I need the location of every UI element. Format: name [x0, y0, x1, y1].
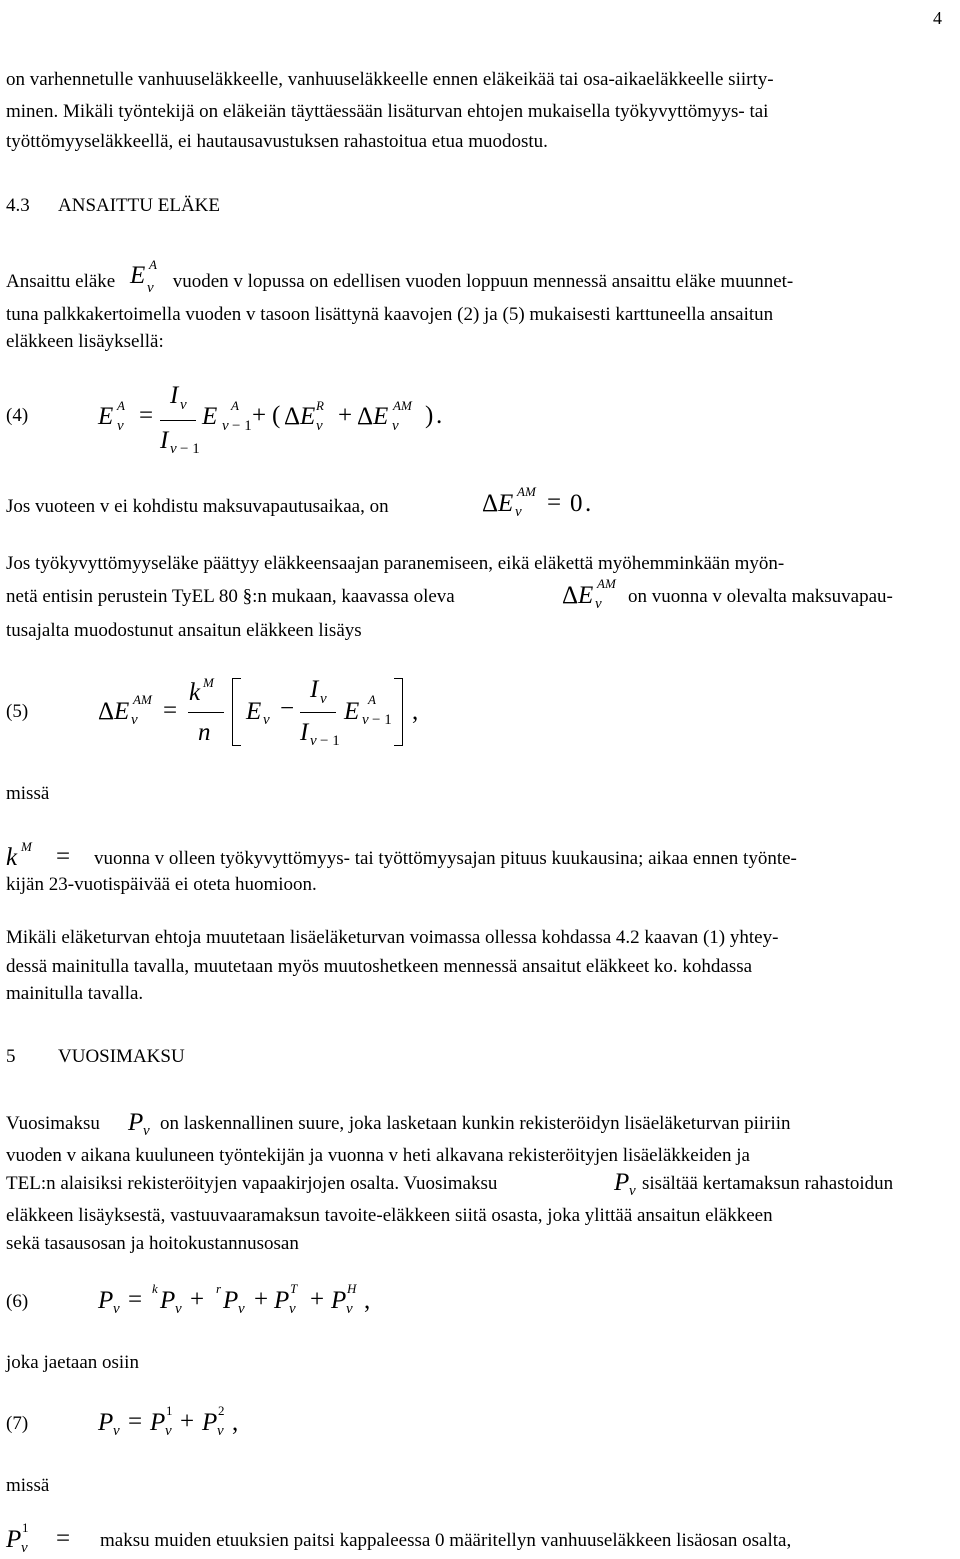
text-fragment: vuoden v lopussa on edellisen vuoden loppuun mennessä ansaittu eläke muunnet-	[172, 271, 794, 292]
equation-number-5: (5)	[6, 701, 29, 722]
text-fragment: Ansaittu eläke	[6, 271, 116, 292]
missa-label-2: missä	[6, 1475, 50, 1496]
section-number: 5	[6, 1046, 16, 1067]
para-vuosimaksu-line-5: sekä tasausosan ja hoitokustannusosan	[6, 1233, 299, 1254]
intro-line-2: minen. Mikäli työntekijä on eläkeiän täyttäessään lisäturvan ehtojen mukaisella työkyvyttömyys- tai	[6, 101, 769, 122]
section-title: VUOSIMAKSU	[58, 1046, 185, 1067]
text-fragment: Jos vuoteen v ei kohdistu maksuvapautusaikaa, on	[6, 496, 389, 517]
joka-jaetaan-label: joka jaetaan osiin	[6, 1352, 139, 1373]
intro-line-3: työttömyyseläkkeellä, ei hautausavustuksen rahastoitua etua muodostu.	[6, 131, 548, 152]
section-heading-5	[6, 1046, 185, 1068]
text-fragment: netä entisin perustein TyEL 80 §:n mukaan, kaavassa oleva	[6, 586, 455, 607]
para-vuosimaksu-line-4: eläkkeen lisäyksestä, vastuuvaaramaksun tavoite-eläkkeen siitä osasta, joka ylittää ansaitun eläkkeen	[6, 1205, 773, 1226]
para-tyokyvyttomyys-line-2	[6, 585, 455, 609]
section-title: ANSAITTU ELÄKE	[58, 195, 221, 216]
inline-formula-E-v-A: E A v	[129, 257, 157, 296]
page-number: 4	[933, 8, 942, 28]
para-muutos-line-1: Mikäli eläketurvan ehtoja muutetaan lisäeläketurvan voimassa ollessa kohdassa 4.2 kaavan (1) yhtey-	[6, 927, 779, 948]
para-ansaittu-line-1	[6, 257, 794, 296]
para-vuosimaksu-line-3b: sisältää kertamaksun rahastoidun	[642, 1173, 894, 1194]
para-vuosimaksu-line-1b: on laskennallinen suure, joka lasketaan kunkin rekisteröidyn lisäeläketurvan piiriin	[160, 1113, 791, 1134]
para-vuosimaksu-line-2: vuoden v aikana kuuluneen työntekijän ja vuonna v heti alkavana rekisteröityjen lisäeläkkeiden ja	[6, 1145, 750, 1166]
equation-number-4: (4)	[6, 405, 29, 426]
section-number: 4.3	[6, 195, 30, 216]
missa-label-1: missä	[6, 783, 50, 804]
para-ansaittu-line-2: tuna palkkakertoimella vuoden v tasoon lisättynä kaavojen (2) ja (5) mukaisesti karttuneella ansaitun	[6, 304, 774, 325]
intro-line-1: on varhennetulle vanhuuseläkkeelle, vanhuuseläkkeelle ennen eläkeikää tai osa-aikaeläkkeelle siirty-	[6, 69, 774, 90]
definition-P1-text: maksu muiden etuuksien paitsi kappaleessa 0 määritellyn vanhuuseläkkeen lisäosan osalta,	[100, 1530, 792, 1551]
equation-number-6: (6)	[6, 1291, 29, 1312]
para-vuosimaksu-line-3a: TEL:n alaisiksi rekisteröityjen vapaakirjojen osalta. Vuosimaksu	[6, 1173, 498, 1194]
definition-k-line-2: kijän 23-vuotispäivää ei oteta huomioon.	[6, 874, 317, 895]
document-page: 4 on varhennetulle vanhuuseläkkeelle, vanhuuseläkkeelle ennen eläkeikää tai osa-aikaeläkkeelle siirty- minen. Mikäli työntekijä on eläkeiän täyttäessään lisäturvan ehtojen mukaisella työkyvyttömyys- tai työttömyyseläkkeellä, ei hautausavustuksen rahastoitua etua muodostu. 4.3 ANSAITTU ELÄKE Ansaittu eläke E A v vuoden v lopussa on edellisen vuoden loppuun mennessä ansaittu eläke muunnet- tuna palkkakertoimella vuoden v tasoon lisättynä kaavojen (2) ja (5) mukaisesti karttuneella ansaitun eläkkeen lisäyksellä: (4) E A v = I v I v − 1 E A v − 1 + ( Δ E R v + Δ E AM v ) . Jos vuoteen v ei kohdistu maksuvapautusaikaa, on Δ E AM v = 0 . Jos työkyvyttömyyseläke päättyy eläkkeensaajan paranemiseen, eikä eläkettä myöhemminkään myön- netä entisin perustein TyEL 80 §:n mukaan, kaavassa oleva Δ E AM v on vuonna v olevalta maksuvapau- tusajalta muodostunut ansaitun eläkkeen lisäys (5) Δ E AM v = k M n E v − I v I v − 1 E A v − 1 , missä k M = vuonna v olleen työkyvyttömyys- tai työttömyysajan pituus kuukausina; aikaa ennen työnte- kijän 23-vuotispäivää ei oteta huomioon. Mikäli eläketurvan ehtoja muutetaan lisäeläketurvan voimassa ollessa kohdassa 4.2 kaavan (1) yhtey- dessä mainitulla tavalla, muutetaan myös muutoshetkeen mennessä ansaitut eläkkeet ko. kohdassa mainitulla tavalla. 5 VUOSIMAKSU Vuosimaksu P v on laskennallinen suure, joka lasketaan kunkin rekisteröidyn lisäeläketurvan piiriin vuoden v aikana kuuluneen työntekijän ja vuonna v heti alkavana rekisteröityjen lisäeläkkeiden ja TEL:n alaisiksi rekisteröityjen vapaakirjojen osalta. Vuosimaksu P v sisältää kertamaksun rahastoidun eläkkeen lisäyksestä, vastuuvaaramaksun tavoite-eläkkeen siitä osasta, joka ylittää ansaitun eläkkeen sekä tasausosan ja hoitokustannusosan (6) P v = k P v + r P v + P T v + P H v , joka jaetaan osiin (7) P v = P 1 v + P 2 v , missä P 1 v = maksu muiden etuuksien paitsi kappaleessa 0 määritellyn vanhuuseläkkeen lisäosan osalta,	[6, 8, 942, 1556]
para-muutos-line-3: mainitulla tavalla.	[6, 983, 144, 1004]
para-tyokyvyttomyys-line-3: tusajalta muodostunut ansaitun eläkkeen lisäys	[6, 620, 362, 641]
equation-number-7: (7)	[6, 1413, 29, 1434]
para-muutos-line-2: dessä mainitulla tavalla, muutetaan myös muutoshetkeen mennessä ansaitut eläkkeet ko. kohdassa	[6, 956, 753, 977]
para-vuosimaksu-line-1a: Vuosimaksu	[6, 1113, 100, 1134]
para-ansaittu-line-3: eläkkeen lisäyksellä:	[6, 331, 164, 352]
para-tyokyvyttomyys-line-1: Jos työkyvyttömyyseläke päättyy eläkkeensaajan paranemiseen, eikä eläkettä myöhemminkään myön-	[6, 553, 785, 574]
para-tyokyvyttomyys-line-2b: on vuonna v olevalta maksuvapau-	[628, 586, 893, 607]
section-heading-4-3	[6, 195, 220, 217]
para-maksuvapautus	[6, 495, 389, 519]
definition-k-line-1: vuonna v olleen työkyvyttömyys- tai työttömyysajan pituus kuukausina; aikaa ennen työnte-	[94, 848, 797, 869]
